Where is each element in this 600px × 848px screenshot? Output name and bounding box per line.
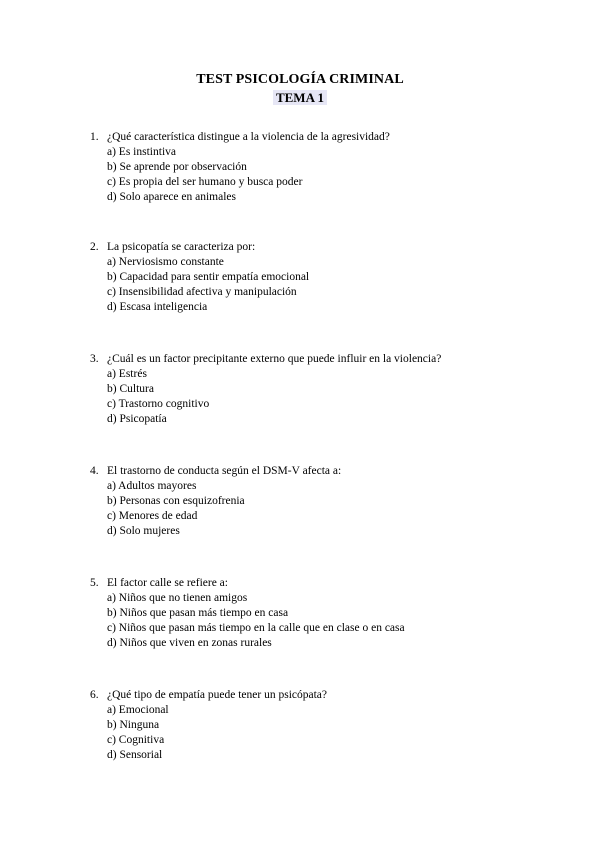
question-2-text: La psicopatía se caracteriza por: xyxy=(107,241,256,253)
question-6-text: ¿Qué tipo de empatía puede tener un psicópata? xyxy=(107,689,328,701)
question-2-option-a: a) Nerviosismo constante xyxy=(107,256,224,268)
question-5-text-line xyxy=(90,576,228,591)
question-2-number: 2. xyxy=(90,241,99,253)
question-3-text: ¿Cuál es un factor precipitante externo que puede influir en la violencia? xyxy=(107,353,442,365)
question-1-option-c: c) Es propia del ser humano y busca poder xyxy=(107,176,303,188)
question-1-number: 1. xyxy=(90,131,99,143)
question-6-text-line xyxy=(90,688,327,703)
question-2-option-c: c) Insensibilidad afectiva y manipulación xyxy=(107,286,297,298)
question-4-option-a: a) Adultos mayores xyxy=(107,480,197,492)
question-2-option-d: d) Escasa inteligencia xyxy=(107,301,208,313)
question-3-text-line xyxy=(90,352,441,367)
question-5-option-b: b) Niños que pasan más tiempo en casa xyxy=(107,607,289,619)
question-4-text-line xyxy=(90,464,341,479)
question-5-option-a: a) Niños que no tienen amigos xyxy=(107,592,248,604)
question-1-text-line xyxy=(90,130,390,145)
question-3-option-d: d) Psicopatía xyxy=(107,413,167,425)
question-6-option-c: c) Cognitiva xyxy=(107,734,165,746)
question-2-text-line xyxy=(90,240,255,255)
question-1-text: ¿Qué característica distingue a la violencia de la agresividad? xyxy=(107,131,390,143)
question-3-number: 3. xyxy=(90,353,99,365)
question-1-option-a: a) Es instintiva xyxy=(107,146,176,158)
question-3-option-a: a) Estrés xyxy=(107,368,147,380)
question-5-option-d: d) Niños que viven en zonas rurales xyxy=(107,637,272,649)
question-4-option-b: b) Personas con esquizofrenia xyxy=(107,495,245,507)
question-6-option-d: d) Sensorial xyxy=(107,749,163,761)
question-5-number: 5. xyxy=(90,577,99,589)
question-3-option-c: c) Trastorno cognitivo xyxy=(107,398,210,410)
question-3-option-b: b) Cultura xyxy=(107,383,154,395)
question-4-number: 4. xyxy=(90,465,99,477)
question-4-option-d: d) Solo mujeres xyxy=(107,525,180,537)
question-5-text: El factor calle se refiere a: xyxy=(107,577,228,589)
question-2-option-b: b) Capacidad para sentir empatía emocional xyxy=(107,271,310,283)
question-5-option-c: c) Niños que pasan más tiempo en la calle que en clase o en casa xyxy=(107,622,405,634)
question-6-option-a: a) Emocional xyxy=(107,704,169,716)
question-6-number: 6. xyxy=(90,689,99,701)
question-6-option-b: b) Ninguna xyxy=(107,719,160,731)
page-title: TEST PSICOLOGÍA CRIMINAL xyxy=(196,72,404,87)
subtitle-text: TEMA 1 xyxy=(273,90,327,105)
question-1-option-b: b) Se aprende por observación xyxy=(107,161,247,173)
question-4-option-c: c) Menores de edad xyxy=(107,510,198,522)
question-4-text: El trastorno de conducta según el DSM-V afecta a: xyxy=(107,465,342,477)
question-1-option-d: d) Solo aparece en animales xyxy=(107,191,236,203)
page-subtitle xyxy=(0,89,600,106)
